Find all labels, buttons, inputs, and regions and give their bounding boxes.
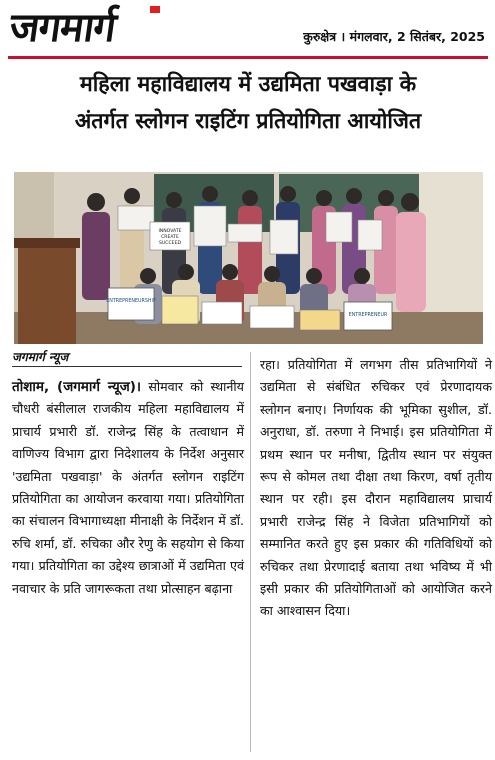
- article-column-left: [12, 376, 244, 600]
- byline-rule: [12, 366, 242, 367]
- group-photo-illustration: [14, 172, 483, 344]
- event-photo: [14, 172, 483, 344]
- headline-line-1: महिला महाविद्यालय में उद्यमिता पखवाड़ा के: [79, 72, 417, 97]
- newspaper-logo: जगमार्ग: [6, 5, 119, 51]
- headline-line-2: अंतर्गत स्लोगन राइटिंग प्रतियोगिता आयोजित: [74, 109, 422, 134]
- column-divider: [250, 352, 251, 752]
- article-lead: तोशाम, (जगमार्ग न्यूज)।: [12, 379, 142, 395]
- article-body-left: सोमवार को स्थानीय चौधरी बंसीलाल राजकीय महिला महाविद्यालय में प्राचार्य प्रभारी डॉ. राजेन्द्र सिंह के तत्वाधान में वाणिज्य विभाग द्वारा निदेशालय के निर्देश अनुसार 'उद्यमिता पखवाड़ा' के अंतर्गत स्लोगन राइटिंग प्रतियोगिता का आयोजन करवाया गया। प्रतियोगिता का संचालन विभागाध्यक्षा मीनाक्षी के निर्देशन में डॉ. रुचि शर्मा, डॉ. रुचिका और रेणु के सहयोग से किया गया। प्रतियोगिता का उद्देश्य छात्राओं में उद्यमिता एवं नवाचार के प्रति जागरूकता तथा प्रोत्साहन बढ़ाना: [12, 379, 244, 596]
- dateline: कुरुक्षेत्र । मंगलवार, 2 सितंबर, 2025: [303, 29, 485, 44]
- article-body-right: रहा। प्रतियोगिता में लगभग तीस प्रतिभागियों ने उद्यमिता से संबंधित रुचिकर एवं प्रेरणादायक स्लोगन बनाए। निर्णायक की भूमिका सुशील, डॉ. अनुराधा, डॉ. तरुणा ने निभाई। इस प्रतियोगिता में प्रथम स्थान पर मनीषा, द्वितीय स्थान पर संयुक्त रूप से कोमल तथा दीक्षा तथा किरण, वर्षा तृतीय स्थान पर रही। इस दौरान महाविद्यालय प्राचार्य प्रभारी राजेन्द्र सिंह ने विजेता प्रतिभागियों को सम्मानित करते हुए इस प्रकार की गतिविधियों को रुचिकर तथा प्रेरणादाई बताया तथा भविष्य में भी इसी प्रकार की प्रतियोगिताओं को आयोजित करने का आश्वासन दिया।: [260, 357, 492, 619]
- masthead-rule: [8, 56, 488, 59]
- placard-entrepreneur: ENTREPRENEUR: [348, 313, 388, 318]
- flag-icon: [150, 6, 160, 13]
- article-column-right: [260, 354, 492, 623]
- headline: [8, 66, 488, 140]
- byline: जगमार्ग न्यूज: [12, 350, 69, 364]
- placard-entrepreneurship: ENTREPRENEURSHIP: [106, 299, 156, 304]
- masthead: [0, 0, 495, 58]
- placard-innovate: INNOVATE CREATE SUCCEED: [158, 229, 182, 246]
